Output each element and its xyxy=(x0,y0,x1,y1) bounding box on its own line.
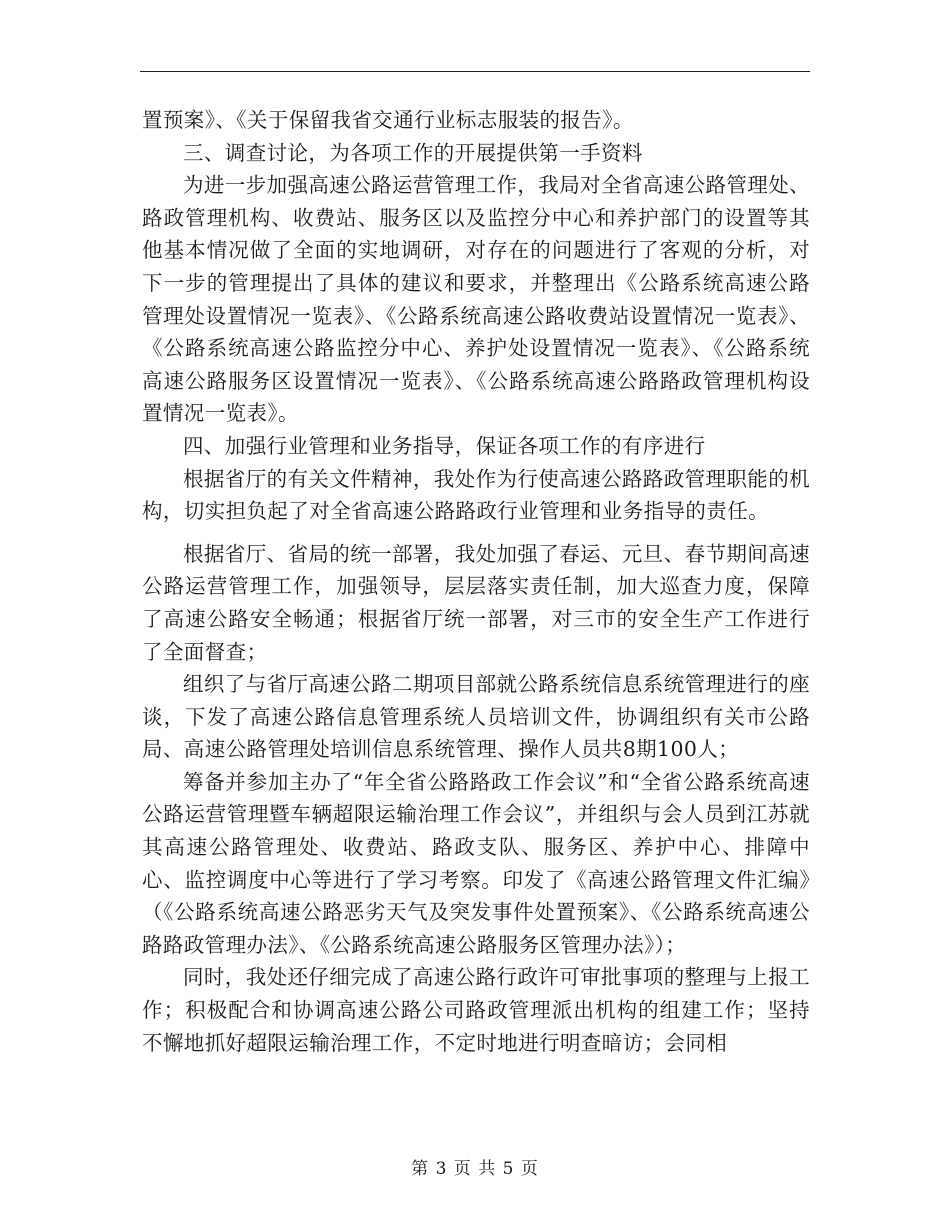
paragraph-survey: 为进一步加强高速公路运营管理工作，我局对全省高速公路管理处、路政管理机构、收费站、服务区以及监控分中心和养护部门的设置等其他基本情况做了全面的实地调研，对存在的问题进行了客观的分析，对下一步的管理提出了具体的建议和要求，并整理出《公路系统高速公路管理处设置情况一览表》、《公路系统高速公路收费站设置情况一览表》、《公路系统高速公路监控分中心、养护处设置情况一览表》、《公路系统高速公路服务区设置情况一览表》、《公路系统高速公路路政管理机构设置情况一览表》。 xyxy=(142,173,810,426)
document-body xyxy=(142,104,810,1059)
section-heading-3: 三、调查讨论，为各项工作的开展提供第一手资料 xyxy=(183,140,643,165)
page-number-footer: 第 3 页 共 5 页 xyxy=(411,1159,539,1179)
paragraph-training: 组织了与省厅高速公路二期项目部就公路系统信息系统管理进行的座谈，下发了高速公路信息管理系统人员培训文件，协调组织有关市公路局、高速公路管理处培训信息系统管理、操作人员共8期100人； xyxy=(142,672,810,762)
paragraph-conference: 筹备并参加主办了“年全省公路路政工作会议”和“全省公路系统高速公路运营管理暨车辆超限运输治理工作会议”，并组织与会人员到江苏就其高速公路管理处、收费站、路政支队、服务区、养护中心、排障中心、监控调度中心等进行了学习考察。印发了《高速公路管理文件汇编》（《公路系统高速公路恶劣天气及突发事件处置预案》、《公路系统高速公路路政管理办法》、《公路系统高速公路服务区管理办法》）； xyxy=(142,769,810,957)
paragraph-approval: 同时，我处还仔细完成了高速公路行政许可审批事项的整理与上报工作；积极配合和协调高速公路公司路政管理派出机构的组建工作；坚持不懈地抓好超限运输治理工作，不定时地进行明查暗访；会同相 xyxy=(142,965,810,1055)
paragraph-responsibility: 根据省厅的有关文件精神，我处作为行使高速公路路政管理职能的机构，切实担负起了对全省高速公路路政行业管理和业务指导的责任。 xyxy=(142,466,810,524)
paragraph-deployment: 根据省厅、省局的统一部署，我处加强了春运、元旦、春节期间高速公路运营管理工作，加强领导，层层落实责任制，加大巡查力度，保障了高速公路安全畅通；根据省厅统一部署，对三市的安全生产工作进行了全面督查； xyxy=(142,541,810,664)
paragraph-gap xyxy=(142,528,810,538)
header-rule xyxy=(140,71,810,72)
paragraph-continuation: 置预案》、《关于保留我省交通行业标志服装的报告》。 xyxy=(142,108,634,132)
section-heading-4: 四、加强行业管理和业务指导，保证各项工作的有序进行 xyxy=(183,433,706,458)
